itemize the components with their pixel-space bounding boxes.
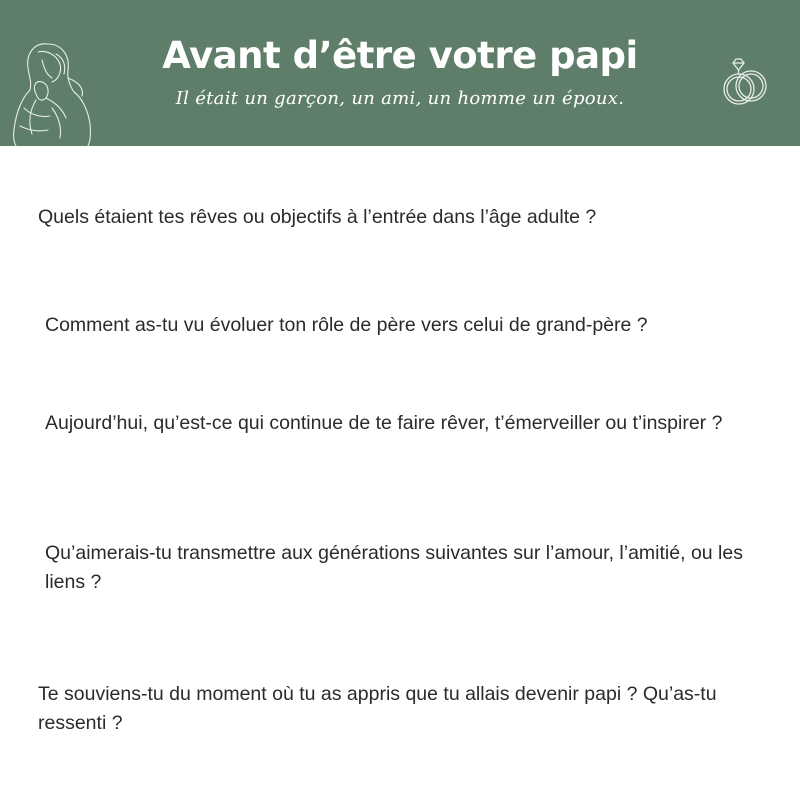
wedding-rings-icon [718, 55, 774, 111]
page-title: Avant d’être votre papi [162, 34, 638, 77]
question-3: Aujourd’hui, qu’est-ce qui continue de te faire rêver, t’émerveiller ou t’inspirer ? [45, 412, 723, 434]
question-5: Te souviens-tu du moment où tu as appris que tu allais devenir papi ? Qu’as-tu ressenti ? [38, 683, 717, 734]
question-4: Qu’aimerais-tu transmettre aux générations suivantes sur l’amour, l’amitié, ou les liens ? [45, 542, 743, 593]
header-banner [0, 0, 800, 146]
page-subtitle: Il était un garçon, un ami, un homme un époux. [175, 88, 625, 109]
question-1: Quels étaient tes rêves ou objectifs à l’entrée dans l’âge adulte ? [38, 206, 597, 228]
question-2: Comment as-tu vu évoluer ton rôle de père vers celui de grand-père ? [45, 314, 648, 336]
